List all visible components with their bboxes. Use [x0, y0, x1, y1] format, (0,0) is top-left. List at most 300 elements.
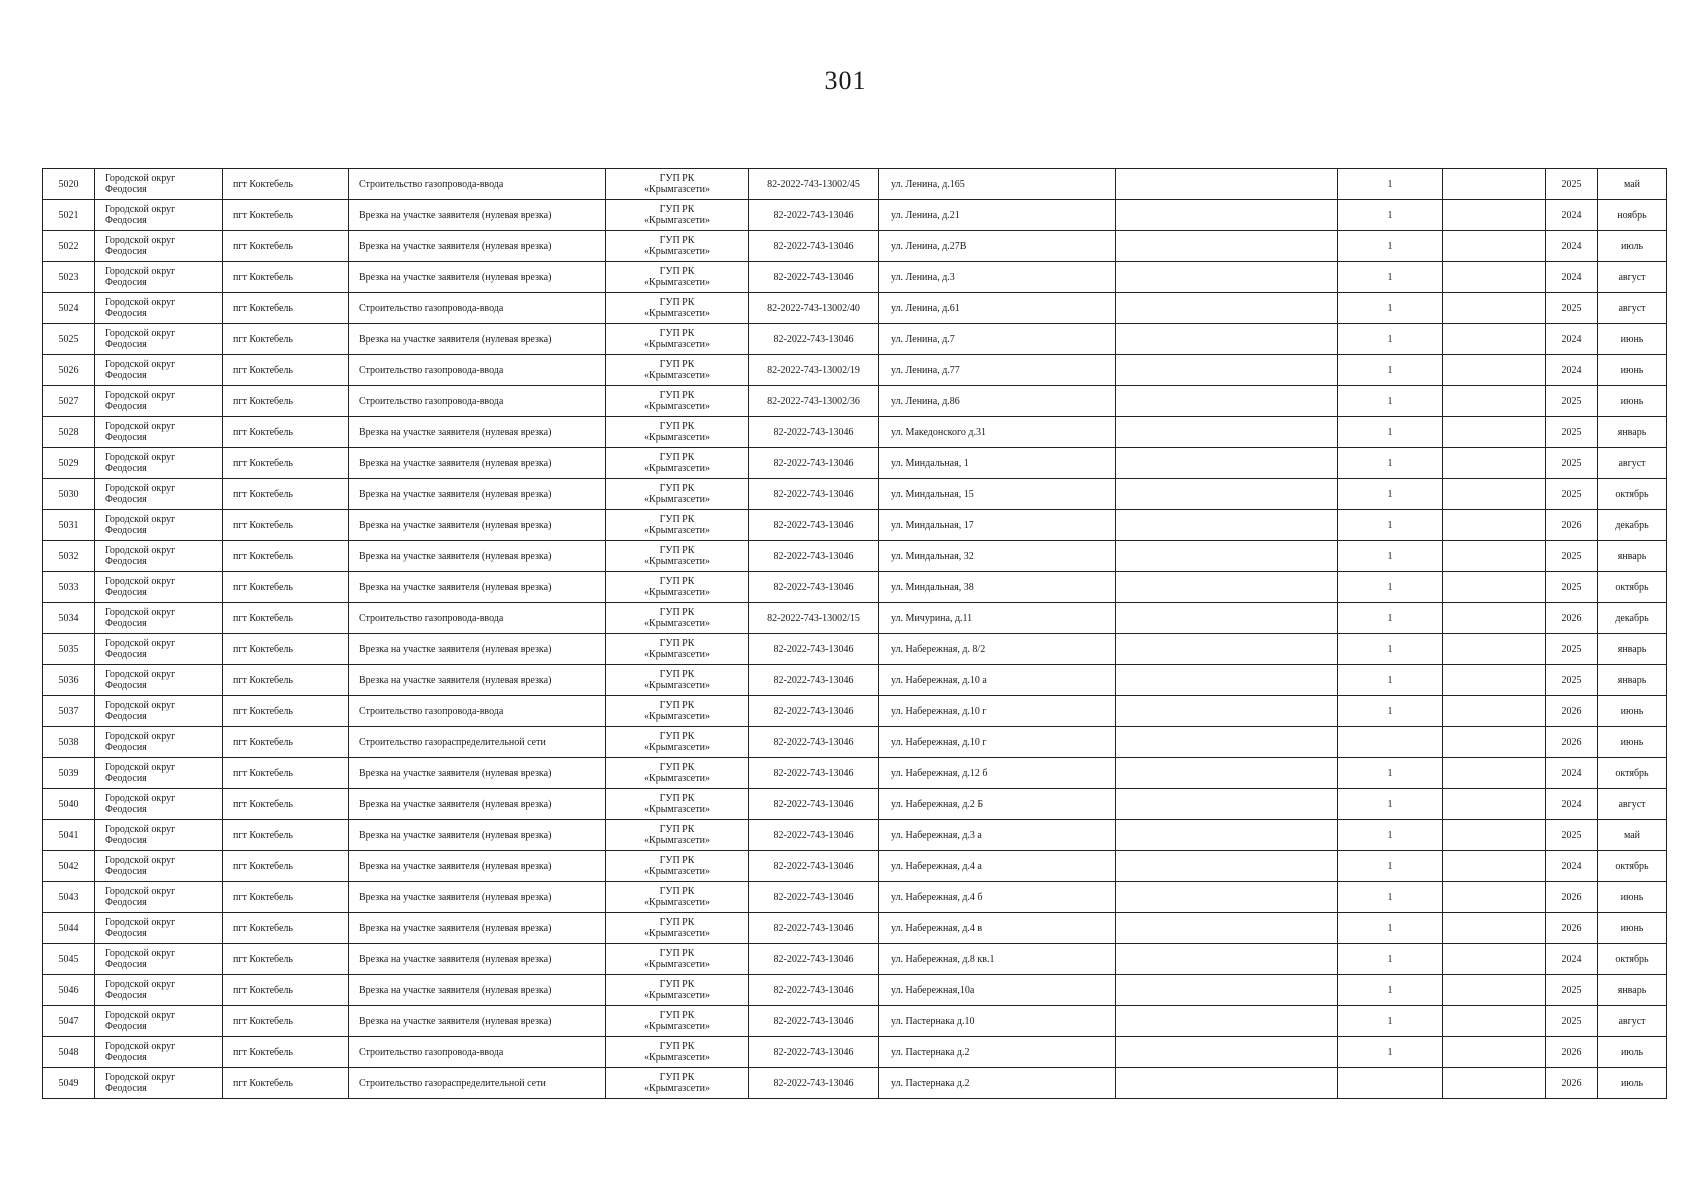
- address-cell: ул. Набережная, д. 8/2: [879, 634, 1116, 665]
- empty-cell: [1116, 417, 1338, 448]
- empty-cell: [1443, 541, 1546, 572]
- document-number-cell: 82-2022-743-13046: [749, 944, 879, 975]
- organization-cell: [606, 944, 749, 975]
- work-type-cell: Врезка на участке заявителя (нулевая врезка): [349, 510, 606, 541]
- empty-cell: [1443, 1006, 1546, 1037]
- municipality-line: Городской округ: [105, 607, 176, 618]
- quantity-cell: [1338, 1068, 1443, 1099]
- year-cell: 2024: [1546, 262, 1598, 293]
- address-cell: ул. Набережная, д.10 а: [879, 665, 1116, 696]
- settlement-cell: пгт Коктебель: [223, 603, 349, 634]
- organization-cell: [606, 262, 749, 293]
- municipality-cell: [95, 1006, 223, 1037]
- table-row: [43, 293, 1667, 324]
- year-cell: 2026: [1546, 1037, 1598, 1068]
- municipality-line: Феодосия: [105, 1021, 147, 1032]
- month-cell: июль: [1598, 231, 1667, 262]
- empty-cell: [1116, 1068, 1338, 1099]
- empty-cell: [1116, 603, 1338, 634]
- month-cell: июнь: [1598, 355, 1667, 386]
- organization-line: ГУП РК: [659, 390, 695, 401]
- organization-line: «Крымгазсети»: [644, 618, 710, 629]
- organization-line: ГУП РК: [659, 266, 695, 277]
- year-cell: 2025: [1546, 417, 1598, 448]
- municipality-cell: [95, 324, 223, 355]
- document-number-cell: 82-2022-743-13046: [749, 572, 879, 603]
- municipality-cell: [95, 572, 223, 603]
- document-number-cell: 82-2022-743-13046: [749, 324, 879, 355]
- year-cell: 2026: [1546, 696, 1598, 727]
- organization-line: ГУП РК: [659, 886, 695, 897]
- organization-line: ГУП РК: [659, 979, 695, 990]
- document-number-cell: 82-2022-743-13046: [749, 417, 879, 448]
- municipality-cell: [95, 882, 223, 913]
- empty-cell: [1116, 231, 1338, 262]
- empty-cell: [1443, 1068, 1546, 1099]
- organization-cell: [606, 510, 749, 541]
- empty-cell: [1443, 696, 1546, 727]
- table-row: [43, 696, 1667, 727]
- settlement-cell: пгт Коктебель: [223, 1068, 349, 1099]
- municipality-line: Феодосия: [105, 432, 147, 443]
- organization-cell: [606, 758, 749, 789]
- year-cell: 2024: [1546, 200, 1598, 231]
- municipality-line: Городской округ: [105, 204, 176, 215]
- organization-line: ГУП РК: [659, 762, 695, 773]
- organization-line: «Крымгазсети»: [644, 277, 710, 288]
- row-number-cell: 5043: [43, 882, 95, 913]
- work-type-cell: Строительство газопровода-ввода: [349, 1037, 606, 1068]
- municipality-line: Феодосия: [105, 835, 147, 846]
- year-cell: 2025: [1546, 541, 1598, 572]
- document-number-cell: 82-2022-743-13002/19: [749, 355, 879, 386]
- settlement-cell: пгт Коктебель: [223, 169, 349, 200]
- address-cell: ул. Миндальная, 17: [879, 510, 1116, 541]
- municipality-cell: [95, 820, 223, 851]
- table-row: [43, 541, 1667, 572]
- year-cell: 2024: [1546, 789, 1598, 820]
- empty-cell: [1443, 851, 1546, 882]
- municipality-cell: [95, 479, 223, 510]
- year-cell: 2026: [1546, 882, 1598, 913]
- municipality-line: Феодосия: [105, 525, 147, 536]
- municipality-cell: [95, 696, 223, 727]
- month-cell: июнь: [1598, 696, 1667, 727]
- month-cell: июнь: [1598, 882, 1667, 913]
- year-cell: 2026: [1546, 603, 1598, 634]
- document-number-cell: 82-2022-743-13046: [749, 479, 879, 510]
- address-cell: ул. Набережная, д.4 б: [879, 882, 1116, 913]
- month-cell: декабрь: [1598, 603, 1667, 634]
- organization-cell: [606, 231, 749, 262]
- month-cell: январь: [1598, 541, 1667, 572]
- organization-cell: [606, 169, 749, 200]
- organization-line: ГУП РК: [659, 204, 695, 215]
- year-cell: 2025: [1546, 572, 1598, 603]
- month-cell: июнь: [1598, 727, 1667, 758]
- quantity-cell: [1338, 727, 1443, 758]
- settlement-cell: пгт Коктебель: [223, 231, 349, 262]
- table-row: [43, 572, 1667, 603]
- empty-cell: [1443, 665, 1546, 696]
- month-cell: август: [1598, 262, 1667, 293]
- table-row: [43, 820, 1667, 851]
- document-number-cell: 82-2022-743-13046: [749, 510, 879, 541]
- organization-line: «Крымгазсети»: [644, 246, 710, 257]
- month-cell: октябрь: [1598, 758, 1667, 789]
- organization-cell: [606, 541, 749, 572]
- organization-line: «Крымгазсети»: [644, 928, 710, 939]
- organization-line: «Крымгазсети»: [644, 494, 710, 505]
- municipality-line: Феодосия: [105, 680, 147, 691]
- month-cell: август: [1598, 448, 1667, 479]
- municipality-line: Городской округ: [105, 483, 176, 494]
- table-row: [43, 727, 1667, 758]
- document-number-cell: 82-2022-743-13002/15: [749, 603, 879, 634]
- organization-cell: [606, 603, 749, 634]
- address-cell: ул. Набережная,10а: [879, 975, 1116, 1006]
- empty-cell: [1116, 1037, 1338, 1068]
- empty-cell: [1116, 169, 1338, 200]
- quantity-cell: 1: [1338, 634, 1443, 665]
- table-row: [43, 231, 1667, 262]
- municipality-cell: [95, 758, 223, 789]
- municipality-line: Городской округ: [105, 576, 176, 587]
- table-row: [43, 169, 1667, 200]
- settlement-cell: пгт Коктебель: [223, 975, 349, 1006]
- organization-cell: [606, 417, 749, 448]
- year-cell: 2026: [1546, 727, 1598, 758]
- table-row: [43, 1068, 1667, 1099]
- row-number-cell: 5021: [43, 200, 95, 231]
- address-cell: ул. Ленина, д.86: [879, 386, 1116, 417]
- settlement-cell: пгт Коктебель: [223, 448, 349, 479]
- year-cell: 2024: [1546, 324, 1598, 355]
- year-cell: 2024: [1546, 944, 1598, 975]
- organization-line: ГУП РК: [659, 1072, 695, 1083]
- document-number-cell: 82-2022-743-13046: [749, 541, 879, 572]
- year-cell: 2025: [1546, 479, 1598, 510]
- municipality-cell: [95, 293, 223, 324]
- municipality-cell: [95, 603, 223, 634]
- work-type-cell: Строительство газопровода-ввода: [349, 696, 606, 727]
- address-cell: ул. Ленина, д.165: [879, 169, 1116, 200]
- address-cell: ул. Набережная, д.4 а: [879, 851, 1116, 882]
- empty-cell: [1116, 851, 1338, 882]
- empty-cell: [1443, 479, 1546, 510]
- organization-cell: [606, 696, 749, 727]
- document-number-cell: 82-2022-743-13046: [749, 665, 879, 696]
- empty-cell: [1443, 448, 1546, 479]
- work-type-cell: Врезка на участке заявителя (нулевая врезка): [349, 262, 606, 293]
- municipality-line: Городской округ: [105, 979, 176, 990]
- empty-cell: [1116, 882, 1338, 913]
- empty-cell: [1443, 169, 1546, 200]
- quantity-cell: 1: [1338, 665, 1443, 696]
- row-number-cell: 5033: [43, 572, 95, 603]
- quantity-cell: 1: [1338, 355, 1443, 386]
- empty-cell: [1116, 913, 1338, 944]
- empty-cell: [1116, 944, 1338, 975]
- quantity-cell: 1: [1338, 603, 1443, 634]
- quantity-cell: 1: [1338, 386, 1443, 417]
- empty-cell: [1116, 355, 1338, 386]
- row-number-cell: 5039: [43, 758, 95, 789]
- organization-cell: [606, 448, 749, 479]
- row-number-cell: 5048: [43, 1037, 95, 1068]
- settlement-cell: пгт Коктебель: [223, 1037, 349, 1068]
- empty-cell: [1116, 758, 1338, 789]
- document-number-cell: 82-2022-743-13046: [749, 634, 879, 665]
- table-row: [43, 758, 1667, 789]
- empty-cell: [1443, 634, 1546, 665]
- quantity-cell: 1: [1338, 510, 1443, 541]
- address-cell: ул. Ленина, д.61: [879, 293, 1116, 324]
- organization-line: ГУП РК: [659, 731, 695, 742]
- organization-line: «Крымгазсети»: [644, 432, 710, 443]
- empty-cell: [1116, 572, 1338, 603]
- empty-cell: [1116, 727, 1338, 758]
- municipality-line: Феодосия: [105, 990, 147, 1001]
- row-number-cell: 5022: [43, 231, 95, 262]
- settlement-cell: пгт Коктебель: [223, 355, 349, 386]
- quantity-cell: 1: [1338, 975, 1443, 1006]
- municipality-line: Феодосия: [105, 618, 147, 629]
- empty-cell: [1443, 975, 1546, 1006]
- work-type-cell: Врезка на участке заявителя (нулевая врезка): [349, 324, 606, 355]
- organization-line: «Крымгазсети»: [644, 308, 710, 319]
- month-cell: июнь: [1598, 913, 1667, 944]
- municipality-cell: [95, 231, 223, 262]
- organization-cell: [606, 200, 749, 231]
- empty-cell: [1443, 324, 1546, 355]
- document-number-cell: 82-2022-743-13046: [749, 696, 879, 727]
- quantity-cell: 1: [1338, 231, 1443, 262]
- row-number-cell: 5042: [43, 851, 95, 882]
- municipality-line: Городской округ: [105, 173, 176, 184]
- empty-cell: [1116, 200, 1338, 231]
- row-number-cell: 5029: [43, 448, 95, 479]
- municipality-line: Феодосия: [105, 246, 147, 257]
- month-cell: май: [1598, 820, 1667, 851]
- organization-line: «Крымгазсети»: [644, 370, 710, 381]
- empty-cell: [1443, 758, 1546, 789]
- empty-cell: [1116, 448, 1338, 479]
- row-number-cell: 5028: [43, 417, 95, 448]
- month-cell: июнь: [1598, 324, 1667, 355]
- organization-cell: [606, 479, 749, 510]
- organization-line: ГУП РК: [659, 824, 695, 835]
- row-number-cell: 5027: [43, 386, 95, 417]
- address-cell: ул. Пастернака д.2: [879, 1037, 1116, 1068]
- row-number-cell: 5024: [43, 293, 95, 324]
- organization-cell: [606, 913, 749, 944]
- table-row: [43, 324, 1667, 355]
- document-number-cell: 82-2022-743-13002/36: [749, 386, 879, 417]
- empty-cell: [1443, 789, 1546, 820]
- month-cell: декабрь: [1598, 510, 1667, 541]
- municipality-line: Феодосия: [105, 1052, 147, 1063]
- municipality-cell: [95, 789, 223, 820]
- settlement-cell: пгт Коктебель: [223, 262, 349, 293]
- municipality-cell: [95, 1037, 223, 1068]
- municipality-cell: [95, 1068, 223, 1099]
- municipality-line: Феодосия: [105, 928, 147, 939]
- organization-line: ГУП РК: [659, 483, 695, 494]
- document-number-cell: 82-2022-743-13046: [749, 262, 879, 293]
- organization-line: ГУП РК: [659, 607, 695, 618]
- address-cell: ул. Набережная, д.12 б: [879, 758, 1116, 789]
- work-type-cell: Врезка на участке заявителя (нулевая врезка): [349, 913, 606, 944]
- year-cell: 2025: [1546, 1006, 1598, 1037]
- address-cell: ул. Миндальная, 1: [879, 448, 1116, 479]
- empty-cell: [1116, 975, 1338, 1006]
- quantity-cell: 1: [1338, 1037, 1443, 1068]
- row-number-cell: 5036: [43, 665, 95, 696]
- quantity-cell: 1: [1338, 572, 1443, 603]
- settlement-cell: пгт Коктебель: [223, 727, 349, 758]
- year-cell: 2025: [1546, 820, 1598, 851]
- address-cell: ул. Набережная, д.2 Б: [879, 789, 1116, 820]
- work-type-cell: Строительство газопровода-ввода: [349, 386, 606, 417]
- empty-cell: [1443, 727, 1546, 758]
- document-number-cell: 82-2022-743-13046: [749, 882, 879, 913]
- municipality-cell: [95, 851, 223, 882]
- quantity-cell: 1: [1338, 696, 1443, 727]
- month-cell: октябрь: [1598, 479, 1667, 510]
- year-cell: 2026: [1546, 510, 1598, 541]
- empty-cell: [1116, 1006, 1338, 1037]
- month-cell: август: [1598, 293, 1667, 324]
- organization-cell: [606, 293, 749, 324]
- document-number-cell: 82-2022-743-13046: [749, 727, 879, 758]
- empty-cell: [1116, 541, 1338, 572]
- table-row: [43, 417, 1667, 448]
- table-row: [43, 665, 1667, 696]
- year-cell: 2026: [1546, 1068, 1598, 1099]
- organization-line: «Крымгазсети»: [644, 742, 710, 753]
- organization-line: ГУП РК: [659, 1010, 695, 1021]
- organization-line: ГУП РК: [659, 855, 695, 866]
- document-number-cell: 82-2022-743-13046: [749, 975, 879, 1006]
- municipality-line: Феодосия: [105, 339, 147, 350]
- municipality-line: Городской округ: [105, 855, 176, 866]
- work-type-cell: Врезка на участке заявителя (нулевая врезка): [349, 200, 606, 231]
- organization-line: «Крымгазсети»: [644, 711, 710, 722]
- year-cell: 2024: [1546, 758, 1598, 789]
- municipality-cell: [95, 262, 223, 293]
- row-number-cell: 5037: [43, 696, 95, 727]
- row-number-cell: 5030: [43, 479, 95, 510]
- table-row: [43, 882, 1667, 913]
- organization-line: ГУП РК: [659, 948, 695, 959]
- row-number-cell: 5026: [43, 355, 95, 386]
- municipality-line: Городской округ: [105, 886, 176, 897]
- municipality-line: Городской округ: [105, 669, 176, 680]
- municipality-line: Городской округ: [105, 700, 176, 711]
- table-row: [43, 479, 1667, 510]
- table-row: [43, 510, 1667, 541]
- organization-cell: [606, 789, 749, 820]
- organization-line: ГУП РК: [659, 638, 695, 649]
- municipality-line: Городской округ: [105, 390, 176, 401]
- row-number-cell: 5040: [43, 789, 95, 820]
- municipality-line: Феодосия: [105, 556, 147, 567]
- table-row: [43, 262, 1667, 293]
- work-type-cell: Врезка на участке заявителя (нулевая врезка): [349, 572, 606, 603]
- empty-cell: [1116, 696, 1338, 727]
- address-cell: ул. Ленина, д.21: [879, 200, 1116, 231]
- organization-line: ГУП РК: [659, 421, 695, 432]
- municipality-line: Феодосия: [105, 649, 147, 660]
- organization-line: ГУП РК: [659, 514, 695, 525]
- row-number-cell: 5031: [43, 510, 95, 541]
- municipality-line: Городской округ: [105, 297, 176, 308]
- organization-cell: [606, 975, 749, 1006]
- municipality-line: Феодосия: [105, 773, 147, 784]
- table-body: [43, 169, 1667, 1099]
- quantity-cell: 1: [1338, 293, 1443, 324]
- empty-cell: [1443, 820, 1546, 851]
- organization-cell: [606, 727, 749, 758]
- organization-line: ГУП РК: [659, 359, 695, 370]
- quantity-cell: 1: [1338, 324, 1443, 355]
- organization-line: «Крымгазсети»: [644, 215, 710, 226]
- address-cell: ул. Мичурина, д.11: [879, 603, 1116, 634]
- organization-line: «Крымгазсети»: [644, 587, 710, 598]
- municipality-line: Городской округ: [105, 1010, 176, 1021]
- row-number-cell: 5044: [43, 913, 95, 944]
- municipality-line: Феодосия: [105, 866, 147, 877]
- municipality-cell: [95, 448, 223, 479]
- organization-line: ГУП РК: [659, 576, 695, 587]
- table-row: [43, 603, 1667, 634]
- empty-cell: [1443, 603, 1546, 634]
- month-cell: январь: [1598, 665, 1667, 696]
- organization-cell: [606, 572, 749, 603]
- month-cell: май: [1598, 169, 1667, 200]
- quantity-cell: 1: [1338, 169, 1443, 200]
- empty-cell: [1443, 944, 1546, 975]
- settlement-cell: пгт Коктебель: [223, 386, 349, 417]
- quantity-cell: 1: [1338, 789, 1443, 820]
- year-cell: 2025: [1546, 293, 1598, 324]
- municipality-line: Феодосия: [105, 897, 147, 908]
- month-cell: октябрь: [1598, 944, 1667, 975]
- settlement-cell: пгт Коктебель: [223, 851, 349, 882]
- settlement-cell: пгт Коктебель: [223, 572, 349, 603]
- municipality-line: Городской округ: [105, 762, 176, 773]
- empty-cell: [1443, 262, 1546, 293]
- row-number-cell: 5023: [43, 262, 95, 293]
- quantity-cell: 1: [1338, 913, 1443, 944]
- settlement-cell: пгт Коктебель: [223, 541, 349, 572]
- empty-cell: [1116, 293, 1338, 324]
- work-type-cell: Врезка на участке заявителя (нулевая врезка): [349, 1006, 606, 1037]
- row-number-cell: 5047: [43, 1006, 95, 1037]
- document-number-cell: 82-2022-743-13046: [749, 448, 879, 479]
- municipality-line: Городской округ: [105, 545, 176, 556]
- organization-cell: [606, 1006, 749, 1037]
- work-type-cell: Врезка на участке заявителя (нулевая врезка): [349, 231, 606, 262]
- document-number-cell: 82-2022-743-13046: [749, 758, 879, 789]
- month-cell: июль: [1598, 1037, 1667, 1068]
- municipality-line: Феодосия: [105, 804, 147, 815]
- month-cell: октябрь: [1598, 572, 1667, 603]
- address-cell: ул. Пастернака д.10: [879, 1006, 1116, 1037]
- work-type-cell: Врезка на участке заявителя (нулевая врезка): [349, 448, 606, 479]
- work-type-cell: Врезка на участке заявителя (нулевая врезка): [349, 758, 606, 789]
